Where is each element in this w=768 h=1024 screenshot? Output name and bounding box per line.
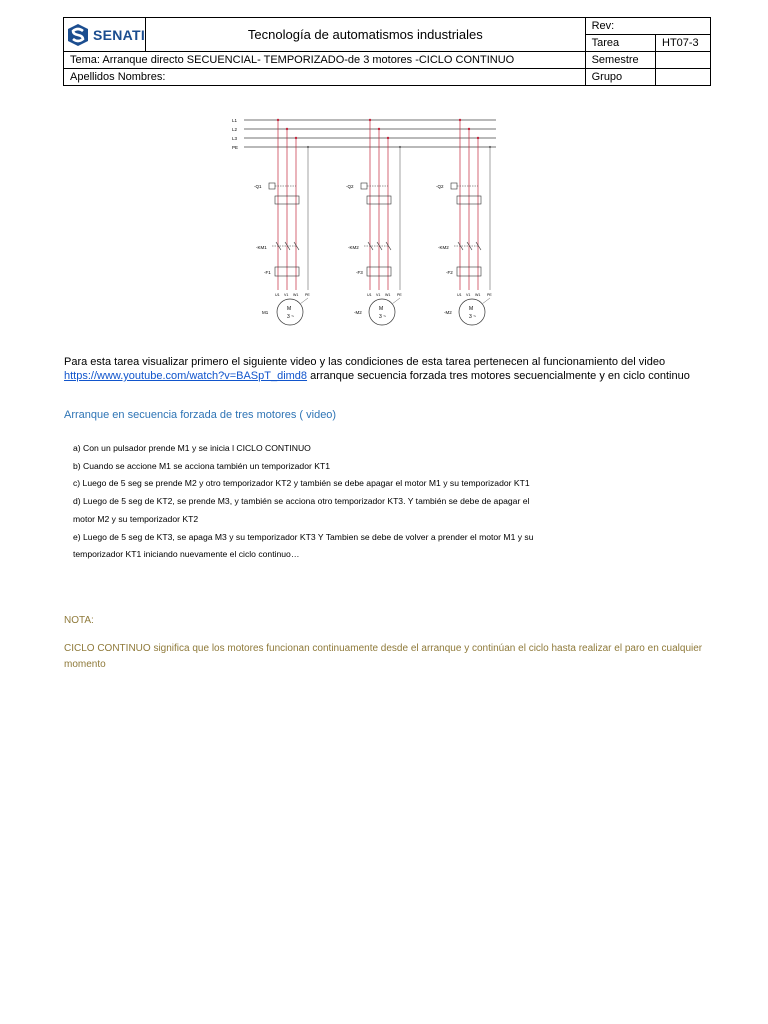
motor-ac-symbol: 3 ~ (379, 314, 387, 320)
terminal-label: U1 (367, 293, 372, 297)
terminal-label: V1 (376, 293, 381, 297)
pe-junction (307, 146, 309, 148)
senati-logo-icon (66, 23, 90, 47)
terminal-label: W1 (385, 293, 391, 297)
bus-label: L1 (232, 118, 238, 123)
section-title: Arranque en secuencia forzada de tres motores ( video) (64, 409, 337, 421)
semestre-label: Semestre (585, 52, 655, 69)
breaker-handle (361, 183, 367, 189)
terminal-label: U1 (275, 293, 280, 297)
note-label: NOTA: (64, 615, 94, 626)
motor-symbol (369, 299, 395, 325)
tarea-label: Tarea (585, 35, 655, 52)
bus-junction (378, 128, 380, 130)
contactor-label: -KM2 (438, 245, 449, 250)
motor-label: -M2 (444, 310, 452, 315)
step-b: b) Cuando se accione M1 se acciona también un temporizador KT1 (73, 460, 330, 471)
terminal-label: PE (397, 293, 402, 297)
motor-letter: M (379, 306, 384, 312)
breaker-label: -Q2 (436, 184, 444, 189)
terminal-label: W1 (293, 293, 299, 297)
pe-junction (399, 146, 401, 148)
document-title: Tecnología de automatismos industriales (146, 18, 585, 52)
motor-symbol (459, 299, 485, 325)
motor-symbol (277, 299, 303, 325)
senati-logo (64, 23, 145, 47)
bus-junction (459, 119, 461, 121)
rev-label: Rev: (585, 18, 710, 35)
apellidos-field: Apellidos Nombres: (64, 69, 586, 86)
bus-junction (369, 119, 371, 121)
bus-label: L3 (232, 136, 238, 141)
breaker-label: -Q2 (346, 184, 354, 189)
terminal-label: W1 (475, 293, 481, 297)
bus-junction (468, 128, 470, 130)
motor-letter: M (469, 306, 474, 312)
video-link[interactable]: https://www.youtube.com/watch?v=BASpT_dimd8 (64, 370, 308, 382)
relay-label: -F2 (446, 270, 453, 275)
grupo-value (656, 69, 711, 86)
relay-label: -F1 (264, 270, 271, 275)
intro-link-line (64, 369, 690, 383)
steps-list (73, 440, 543, 564)
terminal-label: U1 (457, 293, 462, 297)
terminal-label: PE (305, 293, 310, 297)
step-c: c) Luego de 5 seg se prende M2 y otro temporizador KT2 y también se debe apagar el motor M1 y su temporizador KT1 (73, 478, 530, 489)
header-table (63, 17, 711, 86)
step-d: d) Luego de 5 seg de KT2, se prende M3, y también se acciona otro temporizador KT3. Y también se debe de apagar el motor M2 y su temporizador KT2 (73, 496, 530, 524)
motor-ground-wire (392, 298, 400, 304)
bus-junction (387, 137, 389, 139)
motor-letter: M (287, 306, 292, 312)
motor-ac-symbol: 3 ~ (469, 314, 477, 320)
tarea-value: HT07-3 (656, 35, 711, 52)
pe-junction (489, 146, 491, 148)
semestre-value (656, 52, 711, 69)
logo-cell (64, 18, 146, 52)
step-a: a) Con un pulsador prende M1 y se inicia l CICLO CONTINUO (73, 443, 311, 453)
breaker-label: -Q1 (254, 184, 262, 189)
bus-junction (477, 137, 479, 139)
bus-label: PE (232, 145, 239, 150)
terminal-label: V1 (466, 293, 471, 297)
tema-field: Tema: Arranque directo SECUENCIAL- TEMPORIZADO-de 3 motores -CICLO CONTINUO (64, 52, 586, 69)
logo-text: SENATI (93, 26, 146, 43)
grupo-label: Grupo (585, 69, 655, 86)
motor-ground-wire (482, 298, 490, 304)
relay-label: -F3 (356, 270, 363, 275)
bus-junction (277, 119, 279, 121)
bus-junction (295, 137, 297, 139)
breaker-handle (451, 183, 457, 189)
intro-paragraph (64, 355, 690, 383)
intro-text: Para esta tarea visualizar primero el siguiente video y las condiciones de esta tarea pertenecen al funcionamiento del video (64, 356, 666, 368)
motor-ground-wire (300, 298, 308, 304)
motor-ac-symbol: 3 ~ (287, 314, 295, 320)
bus-label: L2 (232, 127, 238, 132)
intro-after-link: arranque secuencia forzada tres motores secuencialmente y en ciclo continuo (307, 370, 690, 382)
breaker-handle (269, 183, 275, 189)
terminal-label: PE (487, 293, 492, 297)
terminal-label: V1 (284, 293, 289, 297)
motor-label: M1 (262, 310, 269, 315)
contactor-label: -KM1 (256, 245, 267, 250)
contactor-label: -KM2 (348, 245, 359, 250)
step-e: e) Luego de 5 seg de KT3, se apaga M3 y su temporizador KT3 Y Tambien se debe de volver a prender el motor M1 y su temporizador KT1 iniciando nuevamente el ciclo continuo… (73, 531, 534, 560)
bus-junction (286, 128, 288, 130)
power-circuit-diagram (230, 112, 500, 332)
note-text: CICLO CONTINUO significa que los motores funcionan continuamente desde el arranque y continúan el ciclo hasta realizar el paro en cualquier momento (64, 643, 703, 670)
motor-label: -M2 (354, 310, 362, 315)
